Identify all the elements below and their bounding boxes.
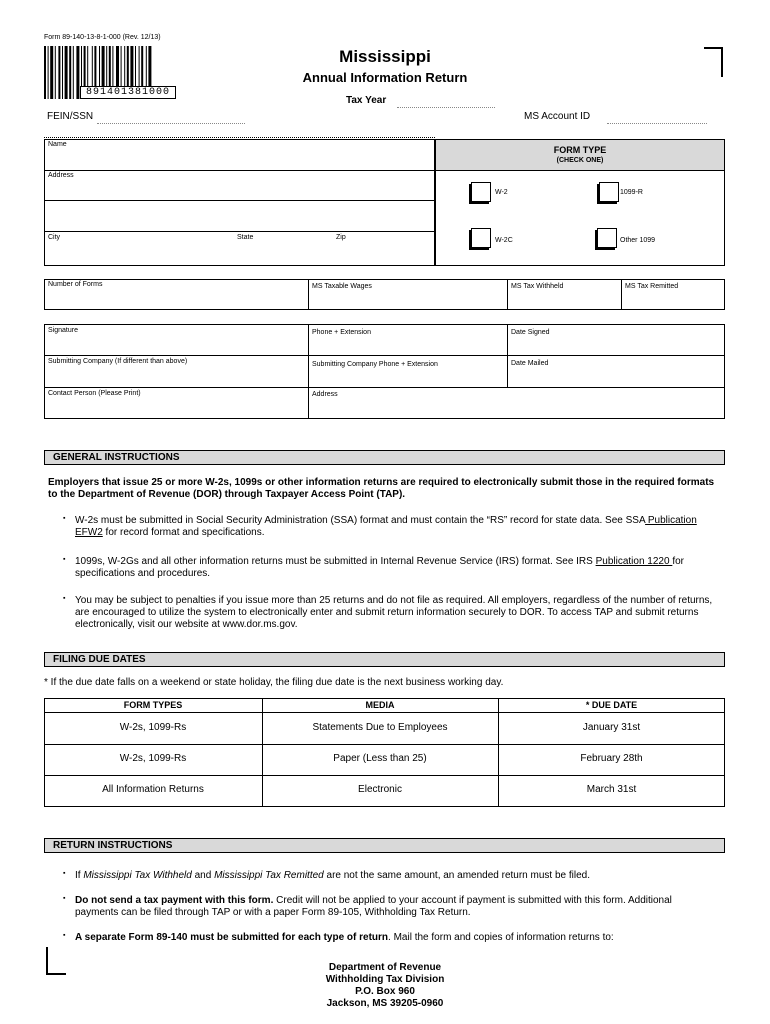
- table-cell: Statements Due to Employees: [312, 722, 448, 733]
- type-other-1099-label: Other 1099: [620, 237, 656, 244]
- general-intro-1: Employers that issue 25 or more W-2s, 1099s or other information returns are required to electronically submit those in the required formats: [48, 477, 715, 488]
- name-label: Name: [48, 141, 67, 148]
- type-w2-label: W-2: [495, 189, 508, 196]
- corner-mark-top-v: [721, 47, 723, 77]
- fein-field[interactable]: [97, 123, 245, 124]
- bullet: ▪: [63, 895, 66, 902]
- due-date-note: * If the due date falls on a weekend or state holiday, the filing due date is the next business working day.: [44, 677, 504, 688]
- ms-taxable-wages-label: MS Taxable Wages: [312, 283, 372, 290]
- return-bullet-1: If Mississippi Tax Withheld and Mississippi Tax Remitted are not the same amount, an amended return must be filed.: [75, 870, 590, 881]
- table-cell: W-2s, 1099-Rs: [119, 722, 187, 733]
- return-instructions-heading: RETURN INSTRUCTIONS: [44, 838, 725, 853]
- ms-tax-remitted-label: MS Tax Remitted: [625, 283, 679, 290]
- general-bullet-3: You may be subject to penalties if you issue more than 25 returns and do not file as required. All employers, regardless of the number of returns,: [75, 595, 713, 606]
- col-due-date: * DUE DATE: [585, 700, 638, 710]
- address2-label: Address: [312, 391, 338, 398]
- col-form-types: FORM TYPES: [123, 700, 183, 710]
- link-publication[interactable]: Publication: [645, 515, 697, 526]
- type-w2c-label: W-2C: [495, 237, 513, 244]
- return-bullet-3: A separate Form 89-140 must be submitted for each type of return. Mail the form and copies of information returns to:: [75, 932, 614, 943]
- date-mailed-label: Date Mailed: [511, 360, 549, 367]
- submitting-phone-label: Submitting Company Phone + Extension: [312, 361, 438, 368]
- zip-label: Zip: [336, 234, 346, 241]
- state-label: State: [237, 234, 254, 241]
- page-title: Annual Information Return: [302, 70, 468, 85]
- ms-account-field[interactable]: [607, 123, 707, 124]
- tax-year-field[interactable]: [397, 107, 495, 108]
- general-intro-2: to the Department of Revenue (DOR) through Taxpayer Access Point (TAP).: [48, 489, 406, 500]
- bullet: ▪: [63, 932, 66, 939]
- bullet: ▪: [63, 595, 66, 602]
- number-of-forms-label: Number of Forms: [48, 281, 103, 288]
- general-instructions-heading: GENERAL INSTRUCTIONS: [44, 450, 725, 465]
- bullet: ▪: [63, 515, 66, 522]
- bullet: ▪: [63, 870, 66, 877]
- corner-mark-bottom: [46, 947, 48, 975]
- table-cell: Electronic: [358, 784, 402, 795]
- ms-tax-withheld-label: MS Tax Withheld: [511, 283, 564, 290]
- date-signed-label: Date Signed: [511, 329, 550, 336]
- barcode-number: 891401381000: [80, 86, 176, 99]
- table-cell: March 31st: [586, 784, 637, 795]
- form-number: Form 89-140-13-8-1-000 (Rev. 12/13): [44, 34, 161, 41]
- general-bullet-1: W-2s must be submitted in Social Security Administration (SSA) format and must contain the “RS” record for state data. See SSA Publication: [75, 515, 697, 526]
- table-cell: W-2s, 1099-Rs: [119, 753, 187, 764]
- submitting-company-label: Submitting Company (If different than above): [48, 358, 188, 365]
- table-cell: Paper (Less than 25): [333, 753, 427, 764]
- table-cell: February 28th: [580, 753, 643, 764]
- signature-label: Signature: [48, 327, 78, 334]
- form-type-title: FORM TYPE: [553, 145, 607, 155]
- state-title: Mississippi: [339, 47, 431, 66]
- corner-mark-bottom-h: [46, 973, 66, 975]
- check-one-label: (CHECK ONE): [556, 157, 604, 164]
- city-label: City: [48, 234, 61, 241]
- general-bullet-2: 1099s, W-2Gs and all other information returns must be submitted in Internal Revenue Service (IRS) format. See IRS Publication 1220 for: [75, 556, 685, 567]
- checkbox-w2[interactable]: [471, 182, 491, 202]
- link-efw2[interactable]: EFW2: [75, 527, 103, 538]
- link-publication-1220[interactable]: Publication 1220: [595, 556, 673, 567]
- table-cell: January 31st: [582, 722, 641, 733]
- fein-label: FEIN/SSN: [47, 111, 94, 122]
- return-bullet-2: Do not send a tax payment with this form. Credit will not be applied to your account if payment is submitted with this form. Additional: [75, 895, 672, 906]
- address-label: Address: [48, 172, 74, 179]
- checkbox-1099r[interactable]: [599, 182, 619, 202]
- signature-block: [44, 324, 725, 419]
- checkbox-other-1099[interactable]: [597, 228, 617, 248]
- filing-due-dates-heading: FILING DUE DATES: [44, 652, 725, 667]
- totals-row: [44, 279, 725, 310]
- type-1099r-label: 1099-R: [620, 189, 643, 196]
- tax-year-label: Tax Year: [346, 95, 387, 106]
- bullet: ▪: [63, 556, 66, 563]
- contact-person-label: Contact Person (Please Print): [48, 390, 141, 397]
- table-cell: All Information Returns: [102, 784, 204, 795]
- checkbox-w2c[interactable]: [471, 228, 491, 248]
- col-media: MEDIA: [365, 700, 395, 710]
- mailing-address: Department of Revenue Withholding Tax Division P.O. Box 960 Jackson, MS 39205-0960: [325, 962, 445, 1009]
- ms-account-label: MS Account ID: [524, 111, 591, 122]
- phone-label: Phone + Extension: [312, 329, 371, 336]
- taxpayer-info-box: [44, 139, 435, 266]
